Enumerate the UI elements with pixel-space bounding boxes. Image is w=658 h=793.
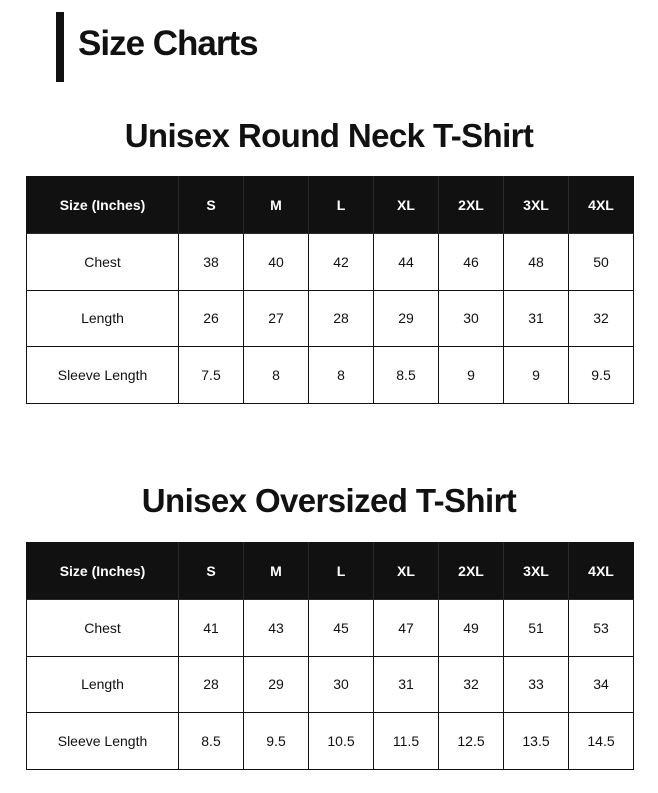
size-value-cell: 49: [439, 600, 504, 657]
column-header-size: 3XL: [504, 543, 569, 600]
size-value-cell: 32: [439, 656, 504, 713]
size-value-cell: 32: [569, 290, 634, 347]
column-header-size: 4XL: [569, 543, 634, 600]
measurement-label: Sleeve Length: [27, 347, 179, 404]
column-header-size: XL: [374, 543, 439, 600]
column-header-size: S: [179, 177, 244, 234]
size-value-cell: 26: [179, 290, 244, 347]
table-row: [27, 347, 634, 404]
measurement-label: Chest: [27, 234, 179, 291]
size-value-cell: 29: [244, 656, 309, 713]
measurement-label: Length: [27, 656, 179, 713]
size-value-cell: 8.5: [374, 347, 439, 404]
round-neck-size-table: [26, 176, 634, 404]
table-header-row: [27, 177, 634, 234]
column-header-size: 4XL: [569, 177, 634, 234]
size-value-cell: 10.5: [309, 713, 374, 770]
size-value-cell: 30: [439, 290, 504, 347]
page-title: Size Charts: [78, 24, 258, 63]
column-header-measurement: Size (Inches): [27, 543, 179, 600]
size-value-cell: 45: [309, 600, 374, 657]
column-header-measurement: Size (Inches): [27, 177, 179, 234]
column-header-size: 2XL: [439, 543, 504, 600]
size-value-cell: 9.5: [244, 713, 309, 770]
size-value-cell: 28: [179, 656, 244, 713]
size-value-cell: 9: [439, 347, 504, 404]
column-header-size: M: [244, 543, 309, 600]
size-value-cell: 30: [309, 656, 374, 713]
column-header-size: L: [309, 177, 374, 234]
size-value-cell: 9.5: [569, 347, 634, 404]
table-row: [27, 600, 634, 657]
size-value-cell: 31: [374, 656, 439, 713]
size-value-cell: 13.5: [504, 713, 569, 770]
column-header-size: 2XL: [439, 177, 504, 234]
table-header-row: [27, 543, 634, 600]
size-value-cell: 8.5: [179, 713, 244, 770]
column-header-size: 3XL: [504, 177, 569, 234]
table-row: [27, 290, 634, 347]
size-value-cell: 29: [374, 290, 439, 347]
size-value-cell: 27: [244, 290, 309, 347]
table-row: [27, 713, 634, 770]
size-value-cell: 41: [179, 600, 244, 657]
size-value-cell: 11.5: [374, 713, 439, 770]
column-header-size: XL: [374, 177, 439, 234]
oversized-section-title: Unisex Oversized T-Shirt: [141, 482, 517, 519]
size-value-cell: 8: [244, 347, 309, 404]
size-value-cell: 28: [309, 290, 374, 347]
size-value-cell: 48: [504, 234, 569, 291]
round-neck-section-title: Unisex Round Neck T-Shirt: [124, 117, 534, 154]
size-value-cell: 31: [504, 290, 569, 347]
size-value-cell: 46: [439, 234, 504, 291]
size-value-cell: 53: [569, 600, 634, 657]
page-header: [56, 12, 258, 82]
size-value-cell: 9: [504, 347, 569, 404]
column-header-size: M: [244, 177, 309, 234]
oversized-size-table: [26, 542, 634, 770]
size-value-cell: 40: [244, 234, 309, 291]
size-value-cell: 7.5: [179, 347, 244, 404]
size-value-cell: 47: [374, 600, 439, 657]
size-value-cell: 44: [374, 234, 439, 291]
accent-bar: [56, 12, 64, 82]
measurement-label: Sleeve Length: [27, 713, 179, 770]
size-value-cell: 8: [309, 347, 374, 404]
size-value-cell: 12.5: [439, 713, 504, 770]
size-value-cell: 43: [244, 600, 309, 657]
column-header-size: S: [179, 543, 244, 600]
column-header-size: L: [309, 543, 374, 600]
size-value-cell: 42: [309, 234, 374, 291]
measurement-label: Chest: [27, 600, 179, 657]
table-row: [27, 656, 634, 713]
size-value-cell: 33: [504, 656, 569, 713]
table-row: [27, 234, 634, 291]
size-value-cell: 51: [504, 600, 569, 657]
size-value-cell: 50: [569, 234, 634, 291]
size-value-cell: 14.5: [569, 713, 634, 770]
size-value-cell: 38: [179, 234, 244, 291]
measurement-label: Length: [27, 290, 179, 347]
size-value-cell: 34: [569, 656, 634, 713]
